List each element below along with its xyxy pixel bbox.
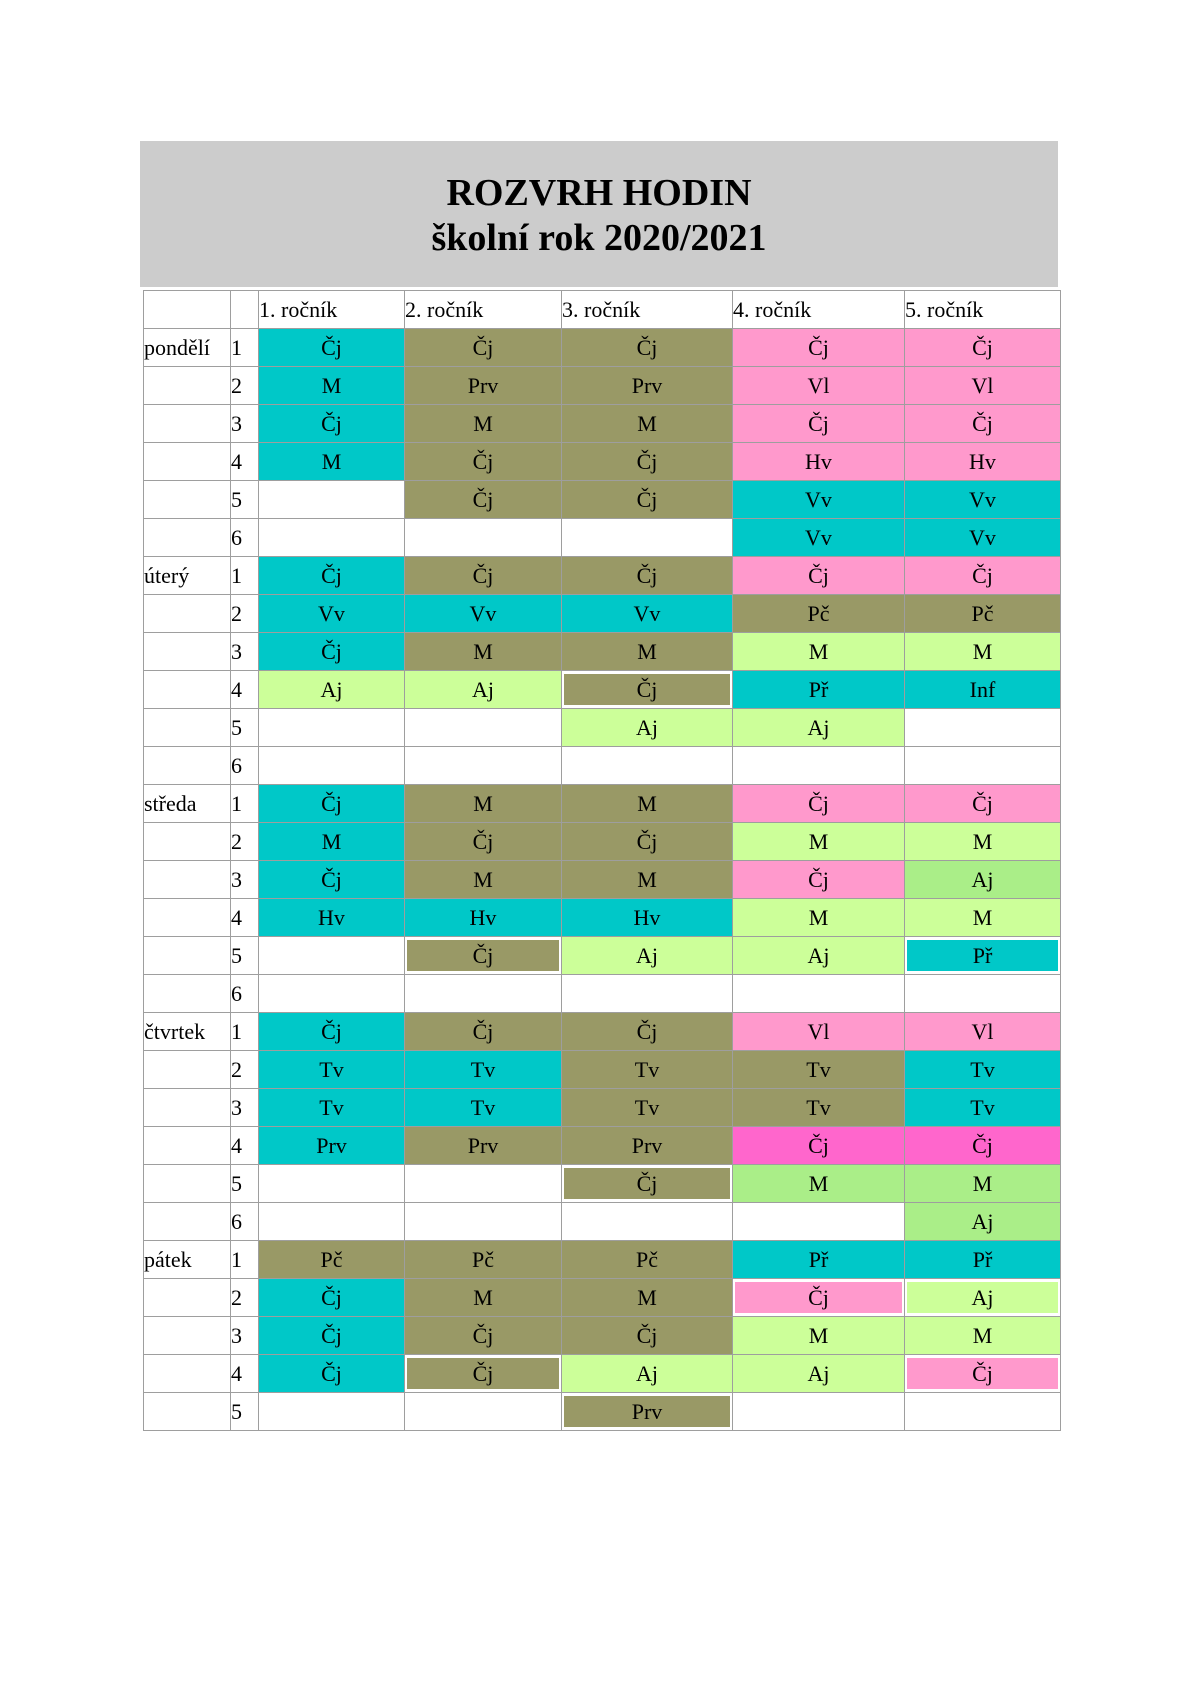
lesson-row [144, 1241, 1061, 1279]
lesson-number: 2 [231, 823, 259, 861]
subject-cell [905, 709, 1061, 747]
lesson-row [144, 937, 1061, 975]
subject-cell: Čj [405, 823, 562, 861]
subject-cell: Čj [259, 1317, 405, 1355]
subject-cell: Aj [405, 671, 562, 709]
subject-cell: Prv [562, 367, 733, 405]
lesson-row [144, 975, 1061, 1013]
subject-cell: M [733, 633, 905, 671]
subject-cell: Čj [733, 405, 905, 443]
lesson-row [144, 1393, 1061, 1431]
subject-cell: Čj [733, 557, 905, 595]
lesson-row [144, 481, 1061, 519]
subject-cell: Čj [259, 329, 405, 367]
subject-cell: Tv [733, 1089, 905, 1127]
lesson-row [144, 405, 1061, 443]
subject-cell: Hv [405, 899, 562, 937]
lesson-row [144, 1013, 1061, 1051]
subject-cell [405, 1393, 562, 1431]
subject-cell: Čj [405, 1013, 562, 1051]
subject-cell: Čj [259, 1013, 405, 1051]
lesson-row [144, 557, 1061, 595]
corner-cell [231, 291, 259, 329]
subject-cell: M [562, 785, 733, 823]
day-cell [144, 1127, 231, 1165]
subject-cell [405, 1165, 562, 1203]
subject-cell [905, 747, 1061, 785]
lesson-row [144, 1089, 1061, 1127]
subject-cell: M [259, 443, 405, 481]
subject-cell [905, 1279, 1061, 1317]
day-cell [144, 1355, 231, 1393]
lesson-number: 4 [231, 443, 259, 481]
subject-cell: Tv [405, 1051, 562, 1089]
lesson-number: 6 [231, 747, 259, 785]
subject-cell [259, 519, 405, 557]
day-label: pondělí [144, 329, 231, 367]
lesson-row [144, 671, 1061, 709]
day-cell [144, 405, 231, 443]
subject-cell [405, 709, 562, 747]
subject-cell: Vv [405, 595, 562, 633]
lesson-number: 1 [231, 1013, 259, 1051]
subject-cell: Čj [259, 557, 405, 595]
column-header: 3. ročník [562, 291, 733, 329]
subject-cell [733, 747, 905, 785]
subject-cell [562, 671, 733, 709]
subject-cell: Čj [259, 405, 405, 443]
subject-cell [562, 1165, 733, 1203]
subject-cell: Čj [905, 329, 1061, 367]
lesson-number: 6 [231, 519, 259, 557]
lesson-number: 1 [231, 785, 259, 823]
subject-cell: Čj [259, 633, 405, 671]
subject-cell: Čj [405, 329, 562, 367]
column-header: 2. ročník [405, 291, 562, 329]
subject-cell: Čj [562, 557, 733, 595]
subject-cell: Př [733, 1241, 905, 1279]
subject-cell: Čj [405, 1317, 562, 1355]
lesson-row [144, 1127, 1061, 1165]
subject-cell: Čj [259, 785, 405, 823]
lesson-row [144, 1051, 1061, 1089]
subject-cell [562, 519, 733, 557]
subject-cell: Čj [562, 329, 733, 367]
subject-cell: Vv [259, 595, 405, 633]
subject-cell: Čj [733, 329, 905, 367]
day-cell [144, 519, 231, 557]
page-title: ROZVRH HODIN [446, 172, 752, 214]
subject-cell [905, 1393, 1061, 1431]
subject-cell [905, 937, 1061, 975]
subject-cell: Čj [259, 1355, 405, 1393]
subject-cell: Prv [405, 1127, 562, 1165]
lesson-row [144, 367, 1061, 405]
subject-cell: Aj [562, 937, 733, 975]
subject-cell: Čj [905, 785, 1061, 823]
subject-label: Čj [907, 1358, 1058, 1389]
subject-cell: Aj [562, 709, 733, 747]
subject-cell: M [562, 405, 733, 443]
lesson-number: 1 [231, 557, 259, 595]
subject-cell: Čj [562, 1317, 733, 1355]
subject-cell: Čj [562, 481, 733, 519]
day-cell [144, 1051, 231, 1089]
subject-cell: Tv [405, 1089, 562, 1127]
timetable [143, 290, 1061, 1431]
subject-cell: M [405, 785, 562, 823]
subject-label: Čj [564, 674, 730, 705]
subject-cell [405, 747, 562, 785]
subject-cell [562, 747, 733, 785]
subject-cell: M [905, 823, 1061, 861]
subject-cell [405, 975, 562, 1013]
subject-cell: Čj [259, 1279, 405, 1317]
subject-cell: Pč [405, 1241, 562, 1279]
subject-cell: M [562, 1279, 733, 1317]
subject-cell: Čj [905, 405, 1061, 443]
subject-cell: Vv [905, 519, 1061, 557]
subject-cell: M [405, 1279, 562, 1317]
subject-cell: M [905, 633, 1061, 671]
subject-cell [562, 975, 733, 1013]
subject-cell: M [905, 1317, 1061, 1355]
lesson-number: 3 [231, 1317, 259, 1355]
subject-cell: Aj [733, 709, 905, 747]
subject-cell: Čj [405, 481, 562, 519]
subject-cell [259, 709, 405, 747]
lesson-row [144, 329, 1061, 367]
lesson-number: 4 [231, 1127, 259, 1165]
lesson-number: 5 [231, 937, 259, 975]
subject-cell [259, 937, 405, 975]
subject-cell: M [733, 1317, 905, 1355]
day-label: středa [144, 785, 231, 823]
day-cell [144, 481, 231, 519]
day-cell [144, 367, 231, 405]
subject-cell: M [259, 367, 405, 405]
day-cell [144, 861, 231, 899]
day-cell [144, 1089, 231, 1127]
subject-cell: Hv [905, 443, 1061, 481]
subject-cell [562, 1203, 733, 1241]
subject-cell [259, 1393, 405, 1431]
lesson-number: 2 [231, 1279, 259, 1317]
subject-cell: Hv [562, 899, 733, 937]
day-label: čtvrtek [144, 1013, 231, 1051]
subject-cell: M [259, 823, 405, 861]
lesson-number: 5 [231, 709, 259, 747]
subject-cell: Čj [905, 1127, 1061, 1165]
subject-cell [405, 1203, 562, 1241]
subject-cell [405, 1355, 562, 1393]
column-header: 5. ročník [905, 291, 1061, 329]
subject-cell: Tv [905, 1089, 1061, 1127]
lesson-number: 3 [231, 405, 259, 443]
lesson-number: 3 [231, 633, 259, 671]
day-cell [144, 1279, 231, 1317]
header-row [144, 291, 1061, 329]
subject-cell: Aj [733, 1355, 905, 1393]
subject-cell: Pč [733, 595, 905, 633]
subject-cell: Čj [259, 861, 405, 899]
lesson-number: 2 [231, 367, 259, 405]
lesson-number: 4 [231, 899, 259, 937]
day-cell [144, 975, 231, 1013]
subject-cell: M [905, 899, 1061, 937]
lesson-number: 3 [231, 861, 259, 899]
subject-cell: Inf [905, 671, 1061, 709]
subject-cell [733, 1203, 905, 1241]
corner-cell [144, 291, 231, 329]
subject-cell: Prv [405, 367, 562, 405]
lesson-number: 1 [231, 1241, 259, 1279]
subject-cell: Pč [259, 1241, 405, 1279]
subject-cell [405, 519, 562, 557]
lesson-row [144, 1279, 1061, 1317]
subject-cell: Aj [562, 1355, 733, 1393]
lesson-row [144, 1317, 1061, 1355]
lesson-row [144, 823, 1061, 861]
day-cell [144, 899, 231, 937]
subject-cell [259, 481, 405, 519]
subject-label: Př [907, 940, 1058, 971]
lesson-row [144, 747, 1061, 785]
lesson-number: 4 [231, 1355, 259, 1393]
day-label: úterý [144, 557, 231, 595]
lesson-number: 6 [231, 1203, 259, 1241]
lesson-row [144, 1355, 1061, 1393]
subject-cell [259, 1203, 405, 1241]
subject-cell [405, 937, 562, 975]
lesson-number: 5 [231, 1393, 259, 1431]
lesson-number: 1 [231, 329, 259, 367]
day-cell [144, 595, 231, 633]
day-cell [144, 1393, 231, 1431]
day-cell [144, 823, 231, 861]
subject-cell: Vv [733, 481, 905, 519]
subject-label: Čj [407, 1358, 559, 1389]
subject-cell: M [733, 899, 905, 937]
subject-cell: Vl [905, 1013, 1061, 1051]
lesson-number: 6 [231, 975, 259, 1013]
subject-cell [905, 975, 1061, 1013]
subject-cell: Vl [733, 367, 905, 405]
subject-cell: Pč [905, 595, 1061, 633]
subject-cell: M [405, 861, 562, 899]
subject-cell: Prv [259, 1127, 405, 1165]
subject-cell: Aj [905, 1203, 1061, 1241]
column-header: 4. ročník [733, 291, 905, 329]
timetable-body [144, 329, 1061, 1431]
subject-cell: Vv [733, 519, 905, 557]
day-cell [144, 443, 231, 481]
day-cell [144, 937, 231, 975]
day-cell [144, 747, 231, 785]
lesson-number: 5 [231, 1165, 259, 1203]
lesson-row [144, 709, 1061, 747]
day-cell [144, 671, 231, 709]
lesson-number: 2 [231, 595, 259, 633]
subject-cell [259, 975, 405, 1013]
subject-cell: Vv [562, 595, 733, 633]
lesson-row [144, 595, 1061, 633]
subject-cell: Aj [733, 937, 905, 975]
subject-cell: Čj [562, 1013, 733, 1051]
subject-cell: Tv [733, 1051, 905, 1089]
subject-cell: Vl [733, 1013, 905, 1051]
day-cell [144, 1165, 231, 1203]
title-banner [140, 141, 1058, 287]
lesson-row [144, 899, 1061, 937]
lesson-row [144, 443, 1061, 481]
subject-cell: M [405, 405, 562, 443]
subject-cell: Tv [562, 1051, 733, 1089]
subject-cell: M [562, 861, 733, 899]
day-cell [144, 633, 231, 671]
subject-cell: Čj [562, 823, 733, 861]
subject-label: Čj [735, 1282, 902, 1313]
subject-cell [733, 975, 905, 1013]
subject-cell: Hv [259, 899, 405, 937]
subject-cell: M [905, 1165, 1061, 1203]
subject-cell: M [405, 633, 562, 671]
subject-cell: Prv [562, 1127, 733, 1165]
subject-cell [733, 1279, 905, 1317]
day-cell [144, 1203, 231, 1241]
subject-cell: Tv [259, 1089, 405, 1127]
lesson-number: 5 [231, 481, 259, 519]
lesson-row [144, 633, 1061, 671]
subject-cell: Čj [733, 1127, 905, 1165]
subject-cell: Př [905, 1241, 1061, 1279]
lesson-row [144, 519, 1061, 557]
subject-cell: Čj [733, 861, 905, 899]
subject-cell: Čj [405, 557, 562, 595]
lesson-number: 3 [231, 1089, 259, 1127]
subject-cell: M [733, 1165, 905, 1203]
subject-cell: Vl [905, 367, 1061, 405]
subject-cell: Tv [562, 1089, 733, 1127]
subject-cell [259, 1165, 405, 1203]
lesson-number: 2 [231, 1051, 259, 1089]
subject-cell: Aj [259, 671, 405, 709]
subject-cell [905, 1355, 1061, 1393]
subject-label: Čj [564, 1168, 730, 1199]
subject-cell [733, 1393, 905, 1431]
lesson-row [144, 785, 1061, 823]
lesson-row [144, 1203, 1061, 1241]
column-header: 1. ročník [259, 291, 405, 329]
subject-cell: Vv [905, 481, 1061, 519]
subject-cell: Hv [733, 443, 905, 481]
subject-label: Aj [907, 1282, 1058, 1313]
subject-cell: M [733, 823, 905, 861]
subject-cell [562, 1393, 733, 1431]
subject-cell: M [562, 633, 733, 671]
day-label: pátek [144, 1241, 231, 1279]
day-cell [144, 1317, 231, 1355]
day-cell [144, 709, 231, 747]
subject-cell: Pč [562, 1241, 733, 1279]
subject-cell: Tv [259, 1051, 405, 1089]
subject-label: Prv [564, 1396, 730, 1427]
subject-label: Čj [407, 940, 559, 971]
lesson-row [144, 1165, 1061, 1203]
subject-cell [259, 747, 405, 785]
subject-cell: Čj [562, 443, 733, 481]
subject-cell: Tv [905, 1051, 1061, 1089]
lesson-row [144, 861, 1061, 899]
subject-cell: Aj [905, 861, 1061, 899]
subject-cell: Čj [405, 443, 562, 481]
subject-cell: Př [733, 671, 905, 709]
subject-cell: Čj [733, 785, 905, 823]
page-subtitle: školní rok 2020/2021 [431, 217, 767, 259]
subject-cell: Čj [905, 557, 1061, 595]
lesson-number: 4 [231, 671, 259, 709]
